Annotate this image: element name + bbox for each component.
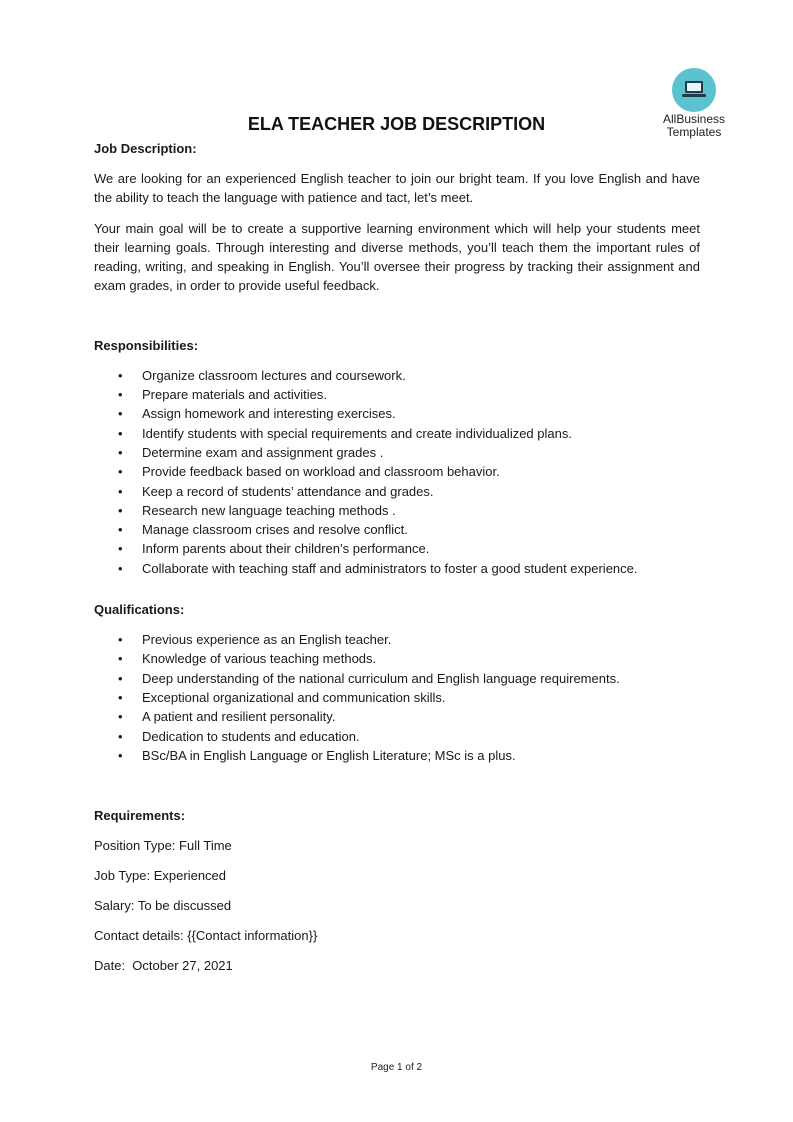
page-title: ELA TEACHER JOB DESCRIPTION [247,114,546,134]
list-item: • Determine exam and assignment grades . [94,443,700,462]
list-item: • Identify students with special requirements and create individualized plans. [94,424,700,443]
list-item: • Prepare materials and activities. [94,385,700,404]
bullet-icon: • [118,444,123,460]
list-item: • Keep a record of students’ attendance and grades. [94,482,700,501]
bullet-icon: • [118,747,123,763]
document-body [94,139,700,975]
list-item: • Exceptional organizational and communication skills. [94,688,700,707]
list-item: • Provide feedback based on workload and classroom behavior. [94,462,700,481]
bullet-icon: • [118,560,123,576]
qualifications-list [94,630,700,765]
bullet-icon: • [118,483,123,499]
list-item: • A patient and resilient personality. [94,707,700,726]
list-item: • Dedication to students and education. [94,727,700,746]
job-description-heading: Job Description: [94,141,197,156]
bullet-icon: • [118,367,123,383]
list-item: • Previous experience as an English teacher. [94,630,700,649]
list-item: • Assign homework and interesting exercises. [94,404,700,423]
position-type: Position Type: Full Time [94,838,232,854]
bullet-icon: • [118,522,123,538]
logo-text-line1: AllBusiness [662,112,726,126]
job-description-paragraph-2: Your main goal will be to create a supportive learning environment which will help your students meet their learning goals. Through interesting and diverse methods, you’ll teach them the important rules of reading, writing, and speaking in English. You’ll oversee their progress by tracking their assignment and exam grades, in order to provide useful feedback. [94,220,700,294]
bullet-icon: • [118,406,123,422]
responsibilities-list [94,366,700,578]
list-item: • Deep understanding of the national curriculum and English language requirements. [94,669,700,688]
bullet-icon: • [118,387,123,403]
job-type: Job Type: Experienced [94,868,227,884]
requirements-heading: Requirements: [94,808,186,824]
list-item: • Manage classroom crises and resolve conflict. [94,520,700,539]
page-number-footer: Page 1 of 2 [370,1062,423,1073]
salary: Salary: To be discussed [94,898,232,914]
list-item: • Organize classroom lectures and coursework. [94,366,700,385]
bullet-icon: • [118,709,123,725]
list-item: • Research new language teaching methods . [94,501,700,520]
laptop-icon [672,68,716,112]
bullet-icon: • [118,670,123,686]
bullet-icon: • [118,651,123,667]
list-item: • Inform parents about their children’s performance. [94,539,700,558]
bullet-icon: • [118,689,123,705]
bullet-icon: • [118,632,123,648]
job-description-paragraph-1: We are looking for an experienced English teacher to join our bright team. If you love English and have the ability to teach the language with patience and tact, let’s meet. [94,171,700,206]
list-item: • Knowledge of various teaching methods. [94,649,700,668]
list-item: • Collaborate with teaching staff and administrators to foster a good student experience. [94,559,700,578]
bullet-icon: • [118,728,123,744]
bullet-icon: • [118,425,123,441]
bullet-icon: • [118,541,123,557]
bullet-icon: • [118,502,123,518]
document-date: Date: October 27, 2021 [94,958,233,974]
responsibilities-heading: Responsibilities: [94,337,199,353]
list-item: • BSc/BA in English Language or English Literature; MSc is a plus. [94,746,700,765]
logo-text-line2: Templates [666,125,722,139]
qualifications-heading: Qualifications: [94,602,185,618]
contact-details: Contact details: {{Contact information}} [94,928,318,944]
bullet-icon: • [118,464,123,480]
